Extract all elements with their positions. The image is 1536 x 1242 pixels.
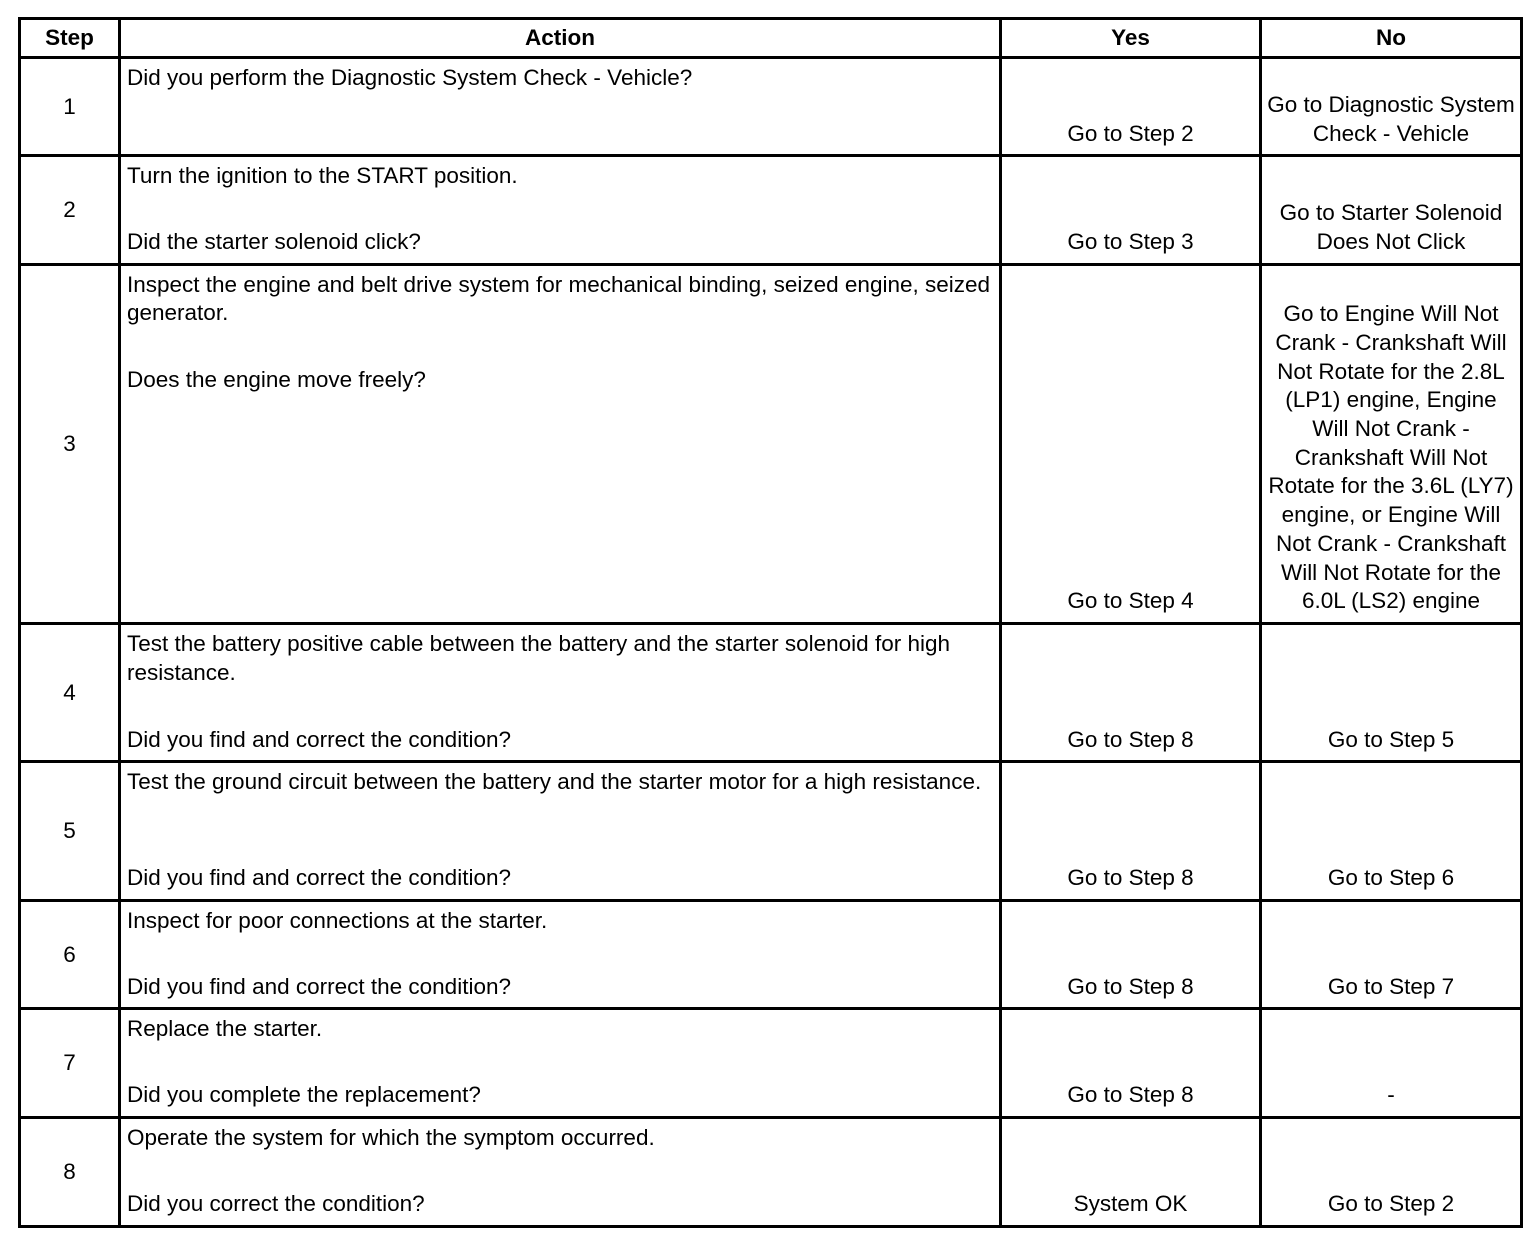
step-number: 3 [20, 264, 120, 623]
yes-result: Go to Step 8 [1001, 623, 1261, 761]
action-cell [120, 900, 1001, 1008]
action-question: Did you find and correct the condition? [127, 726, 511, 752]
action-question: Did you find and correct the condition? [127, 865, 511, 891]
no-result: Go to Step 6 [1261, 762, 1522, 900]
action-cell [120, 762, 1001, 900]
yes-result: System OK [1001, 1117, 1261, 1226]
header-yes: Yes [1001, 19, 1261, 58]
yes-result: Go to Step 3 [1001, 156, 1261, 264]
yes-result: Go to Step 4 [1001, 264, 1261, 623]
action-instruction: Did you perform the Diagnostic System Check - Vehicle? [127, 65, 693, 90]
no-result: Go to Diagnostic System Check - Vehicle [1261, 58, 1522, 156]
table-row [20, 264, 1522, 623]
action-instruction: Test the ground circuit between the battery and the starter motor for a high resistance. [127, 769, 982, 795]
table-row [20, 1009, 1522, 1117]
action-question: Did you find and correct the condition? [127, 973, 511, 999]
diagnostic-table [18, 17, 1523, 1228]
header-no: No [1261, 19, 1522, 58]
header-action: Action [120, 19, 1001, 58]
no-result: Go to Step 2 [1261, 1117, 1522, 1226]
table-row [20, 156, 1522, 264]
action-instruction: Test the battery positive cable between the battery and the starter solenoid for high resistance. [127, 630, 950, 685]
no-result: Go to Engine Will Not Crank - Crankshaft Will Not Rotate for the 2.8L (LP1) engine, Engine Will Not Crank - Crankshaft Will Not Rotate for the 3.6L (LY7) engine, or Engine Will Not Crank - Crankshaft Will Not Rotate for the 6.0L (LS2) engine [1261, 264, 1522, 623]
action-cell [120, 1009, 1001, 1117]
yes-result: Go to Step 8 [1001, 762, 1261, 900]
table-row [20, 58, 1522, 156]
table-row [20, 762, 1522, 900]
no-result: - [1261, 1009, 1522, 1117]
action-instruction: Inspect for poor connections at the starter. [127, 907, 548, 933]
action-cell [120, 264, 1001, 623]
action-cell [120, 58, 1001, 156]
header-step: Step [20, 19, 120, 58]
action-instruction: Operate the system for which the symptom occurred. [127, 1124, 655, 1150]
step-number: 6 [20, 900, 120, 1008]
yes-result: Go to Step 8 [1001, 1009, 1261, 1117]
step-number: 8 [20, 1117, 120, 1226]
action-instruction: Turn the ignition to the START position. [127, 163, 518, 189]
step-number: 4 [20, 623, 120, 761]
yes-result: Go to Step 8 [1001, 900, 1261, 1008]
step-number: 1 [20, 58, 120, 156]
step-number: 5 [20, 762, 120, 900]
table-row [20, 900, 1522, 1008]
action-question: Does the engine move freely? [127, 367, 426, 393]
action-question: Did the starter solenoid click? [127, 228, 421, 254]
action-instruction: Replace the starter. [127, 1016, 323, 1042]
action-cell [120, 156, 1001, 264]
no-result: Go to Starter Solenoid Does Not Click [1261, 156, 1522, 264]
action-question: Did you correct the condition? [127, 1191, 425, 1217]
header-row [20, 19, 1522, 58]
action-instruction: Inspect the engine and belt drive system for mechanical binding, seized engine, seized generator. [127, 271, 991, 326]
step-number: 7 [20, 1009, 120, 1117]
no-result: Go to Step 5 [1261, 623, 1522, 761]
action-question: Did you complete the replacement? [127, 1081, 481, 1107]
table-row [20, 623, 1522, 761]
no-result: Go to Step 7 [1261, 900, 1522, 1008]
action-cell [120, 623, 1001, 761]
step-number: 2 [20, 156, 120, 264]
table-row [20, 1117, 1522, 1226]
action-cell [120, 1117, 1001, 1226]
yes-result: Go to Step 2 [1001, 58, 1261, 156]
